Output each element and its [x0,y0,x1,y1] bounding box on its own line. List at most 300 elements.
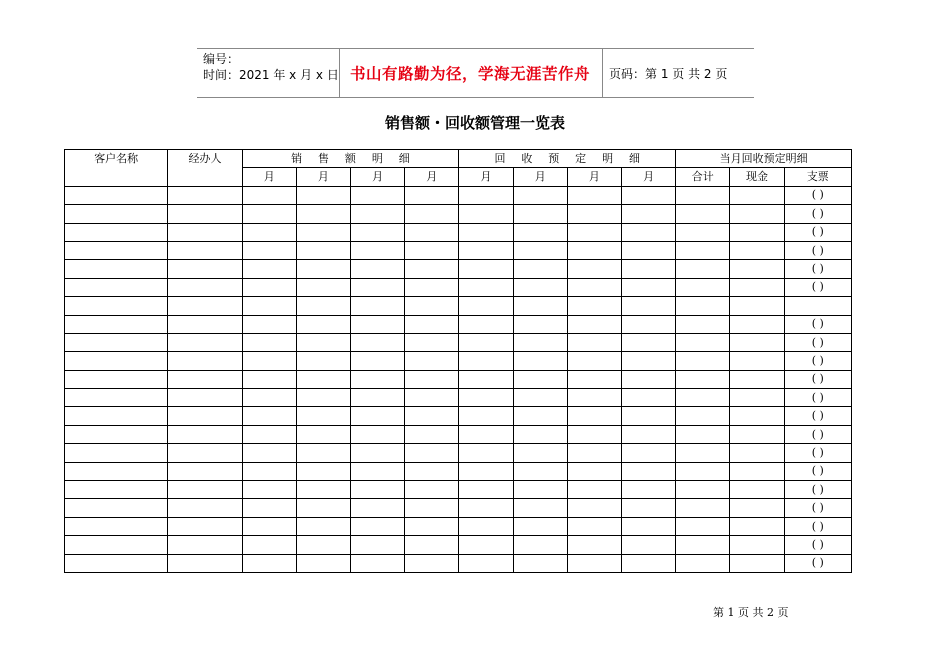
table-cell[interactable] [676,407,730,425]
table-cell[interactable] [405,499,459,517]
table-cell[interactable] [730,517,784,535]
table-cell[interactable] [513,297,567,315]
table-cell[interactable] [459,499,513,517]
table-cell[interactable] [65,297,168,315]
table-cell[interactable] [296,186,350,204]
table-cell[interactable] [168,333,242,351]
table-cell[interactable] [513,444,567,462]
table-cell[interactable] [405,389,459,407]
table-row [65,315,852,333]
table-cell[interactable] [730,205,784,223]
table-cell[interactable] [621,333,675,351]
table-cell[interactable] [242,536,296,554]
check-cell[interactable]: ( ) [784,499,851,517]
table-cell[interactable] [65,370,168,388]
table-cell[interactable] [513,333,567,351]
table-cell[interactable] [65,517,168,535]
sales-month-header: 月 [351,168,405,186]
table-cell[interactable] [296,407,350,425]
table-cell[interactable] [242,205,296,223]
table-cell[interactable] [168,260,242,278]
table-cell[interactable] [168,315,242,333]
table-cell[interactable] [621,260,675,278]
table-cell[interactable] [621,462,675,480]
table-cell[interactable] [459,241,513,259]
table-cell[interactable] [242,499,296,517]
check-cell[interactable]: ( ) [784,425,851,443]
table-cell[interactable] [296,517,350,535]
table-cell[interactable] [405,407,459,425]
table-cell[interactable] [567,499,621,517]
table-cell[interactable] [459,370,513,388]
table-cell[interactable] [351,389,405,407]
table-row [65,554,852,572]
table-cell[interactable] [459,278,513,296]
sales-recovery-table [64,149,852,573]
table-row [65,205,852,223]
page-title: 销售额・回收额管理一览表 [384,114,565,132]
check-cell[interactable]: ( ) [784,444,851,462]
table-cell[interactable] [65,536,168,554]
table-row [65,499,852,517]
table-cell[interactable] [730,223,784,241]
table-cell[interactable] [567,481,621,499]
table-cell[interactable] [405,297,459,315]
table-cell[interactable] [168,444,242,462]
table-cell[interactable] [459,407,513,425]
table-cell[interactable] [351,315,405,333]
table-cell[interactable] [459,444,513,462]
table-cell[interactable] [242,260,296,278]
table-cell[interactable] [405,278,459,296]
table-cell[interactable] [459,554,513,572]
table-cell[interactable] [513,186,567,204]
table-cell[interactable] [459,186,513,204]
table-cell[interactable] [567,278,621,296]
table-cell[interactable] [676,241,730,259]
check-cell[interactable]: ( ) [784,481,851,499]
table-cell[interactable] [459,481,513,499]
table-cell[interactable] [513,223,567,241]
table-cell[interactable] [168,278,242,296]
table-cell[interactable] [621,499,675,517]
table-cell[interactable] [621,241,675,259]
table-cell[interactable] [621,205,675,223]
table-cell[interactable] [730,260,784,278]
table-cell[interactable] [65,333,168,351]
table-row [65,260,852,278]
table-cell[interactable] [513,481,567,499]
table-cell[interactable] [567,425,621,443]
table-cell[interactable] [621,517,675,535]
table-cell[interactable] [242,333,296,351]
table-cell[interactable] [730,241,784,259]
table-cell[interactable] [296,370,350,388]
table-cell[interactable] [351,517,405,535]
table-cell[interactable] [730,278,784,296]
table-cell[interactable] [405,352,459,370]
table-cell[interactable] [405,205,459,223]
table-cell[interactable] [621,554,675,572]
table-row [65,536,852,554]
header-page-number: 页码：第 1 页 共 2 页 [609,66,728,81]
column-header-total: 合计 [676,168,730,186]
table-cell[interactable] [296,205,350,223]
table-cell[interactable] [168,370,242,388]
table-cell[interactable] [168,389,242,407]
table-cell[interactable] [621,536,675,554]
table-cell[interactable] [567,297,621,315]
table-cell[interactable] [168,481,242,499]
table-cell[interactable] [242,223,296,241]
recovery-month-header: 月 [459,168,513,186]
table-cell[interactable] [676,554,730,572]
table-cell[interactable] [242,517,296,535]
table-cell[interactable] [296,389,350,407]
table-cell[interactable] [459,425,513,443]
table-cell[interactable] [730,186,784,204]
table-cell[interactable] [405,444,459,462]
table-row [65,333,852,351]
table-cell[interactable] [513,315,567,333]
check-cell[interactable]: ( ) [784,389,851,407]
table-cell[interactable] [730,554,784,572]
table-cell[interactable] [676,462,730,480]
table-cell[interactable] [351,278,405,296]
table-cell[interactable] [730,499,784,517]
table-cell[interactable] [65,205,168,223]
table-cell[interactable] [242,425,296,443]
table-cell[interactable] [296,241,350,259]
check-cell[interactable]: ( ) [784,223,851,241]
table-cell[interactable] [168,297,242,315]
table-cell[interactable] [621,315,675,333]
table-cell[interactable] [242,407,296,425]
table-cell[interactable] [676,186,730,204]
table-cell[interactable] [65,425,168,443]
table-cell[interactable] [168,352,242,370]
check-cell[interactable]: ( ) [784,462,851,480]
table-cell[interactable] [351,333,405,351]
table-cell[interactable] [621,389,675,407]
table-cell[interactable] [730,315,784,333]
table-cell[interactable] [676,352,730,370]
table-cell[interactable] [513,517,567,535]
table-cell[interactable] [65,315,168,333]
table-cell[interactable] [351,462,405,480]
table-cell[interactable] [296,260,350,278]
table-cell[interactable] [730,444,784,462]
table-cell[interactable] [513,499,567,517]
table-cell[interactable] [567,315,621,333]
table-cell[interactable] [676,315,730,333]
table-cell[interactable] [65,352,168,370]
table-cell[interactable] [621,223,675,241]
check-cell[interactable] [784,297,851,315]
table-cell[interactable] [65,407,168,425]
table-cell[interactable] [459,205,513,223]
table-cell[interactable] [405,425,459,443]
table-cell[interactable] [567,186,621,204]
table-cell[interactable] [567,554,621,572]
check-cell[interactable]: ( ) [784,333,851,351]
table-cell[interactable] [567,223,621,241]
table-cell[interactable] [296,297,350,315]
table-cell[interactable] [168,554,242,572]
table-cell[interactable] [567,444,621,462]
table-cell[interactable] [730,462,784,480]
table-cell[interactable] [296,352,350,370]
table-cell[interactable] [242,389,296,407]
table-cell[interactable] [513,407,567,425]
check-cell[interactable]: ( ) [784,260,851,278]
table-cell[interactable] [351,407,405,425]
table-cell[interactable] [296,278,350,296]
table-cell[interactable] [405,333,459,351]
check-cell[interactable]: ( ) [784,370,851,388]
document-number-label: 编号： [203,52,240,66]
table-cell[interactable] [513,554,567,572]
table-cell[interactable] [621,278,675,296]
table-cell[interactable] [168,425,242,443]
table-cell[interactable] [513,536,567,554]
table-cell[interactable] [405,370,459,388]
table-cell[interactable] [168,241,242,259]
table-cell[interactable] [567,389,621,407]
table-cell[interactable] [567,260,621,278]
table-cell[interactable] [168,499,242,517]
check-cell[interactable]: ( ) [784,554,851,572]
table-cell[interactable] [621,297,675,315]
table-cell[interactable] [621,370,675,388]
table-cell[interactable] [730,481,784,499]
table-cell[interactable] [676,499,730,517]
table-cell[interactable] [621,481,675,499]
table-cell[interactable] [351,499,405,517]
table-cell[interactable] [351,223,405,241]
table-cell[interactable] [730,425,784,443]
table-cell[interactable] [567,241,621,259]
table-cell[interactable] [242,370,296,388]
table-cell[interactable] [567,333,621,351]
document-header [197,48,754,98]
recovery-month-header: 月 [513,168,567,186]
table-cell[interactable] [296,315,350,333]
table-cell[interactable] [65,223,168,241]
table-cell[interactable] [405,462,459,480]
table-cell[interactable] [242,186,296,204]
table-cell[interactable] [168,517,242,535]
table-cell[interactable] [676,223,730,241]
check-cell[interactable]: ( ) [784,278,851,296]
table-cell[interactable] [621,352,675,370]
table-cell[interactable] [621,186,675,204]
table-cell[interactable] [513,389,567,407]
table-cell[interactable] [730,297,784,315]
table-cell[interactable] [351,536,405,554]
table-cell[interactable] [351,444,405,462]
table-cell[interactable] [242,278,296,296]
table-cell[interactable] [296,536,350,554]
table-cell[interactable] [513,205,567,223]
table-cell[interactable] [168,223,242,241]
table-cell[interactable] [405,481,459,499]
table-row [65,462,852,480]
table-cell[interactable] [730,370,784,388]
table-cell[interactable] [459,389,513,407]
table-cell[interactable] [65,499,168,517]
table-cell[interactable] [242,444,296,462]
table-cell[interactable] [168,186,242,204]
header-motto: 书山有路勤为径，学海无涯苦作舟 [349,65,590,83]
check-cell[interactable]: ( ) [784,536,851,554]
table-cell[interactable] [351,352,405,370]
table-cell[interactable] [296,499,350,517]
table-cell[interactable] [405,186,459,204]
table-cell[interactable] [676,444,730,462]
column-header-customer: 客户名称 [65,150,168,187]
table-cell[interactable] [351,241,405,259]
table-cell[interactable] [296,223,350,241]
table-cell[interactable] [242,481,296,499]
table-cell[interactable] [65,186,168,204]
table-cell[interactable] [459,352,513,370]
table-cell[interactable] [676,333,730,351]
table-cell[interactable] [242,315,296,333]
table-cell[interactable] [513,278,567,296]
table-cell[interactable] [513,462,567,480]
table-cell[interactable] [242,462,296,480]
table-cell[interactable] [567,407,621,425]
table-cell[interactable] [351,260,405,278]
table-cell[interactable] [513,425,567,443]
table-cell[interactable] [65,554,168,572]
check-cell[interactable]: ( ) [784,315,851,333]
table-cell[interactable] [676,297,730,315]
table-cell[interactable] [567,517,621,535]
table-cell[interactable] [513,260,567,278]
table-cell[interactable] [567,370,621,388]
table-cell[interactable] [65,444,168,462]
table-cell[interactable] [405,517,459,535]
table-row [65,278,852,296]
table-cell[interactable] [65,462,168,480]
group-header-month-recovery: 当月回收预定明细 [676,150,852,168]
table-cell[interactable] [621,425,675,443]
check-cell[interactable]: ( ) [784,407,851,425]
page-footer: 第 1 页 共 2 页 [713,606,789,619]
table-cell[interactable] [405,554,459,572]
table-cell[interactable] [459,260,513,278]
table-cell[interactable] [296,444,350,462]
table-cell[interactable] [168,462,242,480]
table-cell[interactable] [676,370,730,388]
table-cell[interactable] [405,223,459,241]
table-cell[interactable] [242,297,296,315]
table-cell[interactable] [621,444,675,462]
table-cell[interactable] [621,407,675,425]
table-cell[interactable] [351,554,405,572]
check-cell[interactable]: ( ) [784,352,851,370]
table-cell[interactable] [351,186,405,204]
table-cell[interactable] [296,554,350,572]
check-cell[interactable]: ( ) [784,186,851,204]
table-cell[interactable] [242,554,296,572]
table-cell[interactable] [405,315,459,333]
table-cell[interactable] [730,389,784,407]
table-cell[interactable] [567,205,621,223]
table-cell[interactable] [405,241,459,259]
table-cell[interactable] [65,278,168,296]
table-cell[interactable] [513,370,567,388]
sales-month-header: 月 [296,168,350,186]
table-cell[interactable] [730,407,784,425]
recovery-month-header: 月 [567,168,621,186]
table-cell[interactable] [513,241,567,259]
table-cell[interactable] [676,389,730,407]
table-cell[interactable] [459,223,513,241]
table-cell[interactable] [730,352,784,370]
table-cell[interactable] [405,260,459,278]
table-cell[interactable] [676,481,730,499]
check-cell[interactable]: ( ) [784,517,851,535]
table-cell[interactable] [296,462,350,480]
table-cell[interactable] [242,352,296,370]
table-cell[interactable] [168,205,242,223]
table-cell[interactable] [567,352,621,370]
table-cell[interactable] [351,425,405,443]
table-cell[interactable] [459,536,513,554]
table-cell[interactable] [676,536,730,554]
check-cell[interactable]: ( ) [784,205,851,223]
table-cell[interactable] [405,536,459,554]
table-cell[interactable] [65,389,168,407]
table-cell[interactable] [65,241,168,259]
table-cell[interactable] [168,536,242,554]
table-cell[interactable] [459,297,513,315]
table-cell[interactable] [730,333,784,351]
table-cell[interactable] [65,481,168,499]
check-cell[interactable]: ( ) [784,241,851,259]
table-cell[interactable] [459,315,513,333]
table-cell[interactable] [730,536,784,554]
table-cell[interactable] [351,370,405,388]
table-cell[interactable] [567,462,621,480]
table-cell[interactable] [676,517,730,535]
table-cell[interactable] [351,481,405,499]
table-cell[interactable] [567,536,621,554]
table-cell[interactable] [168,407,242,425]
header-divider [602,49,603,97]
table-cell[interactable] [296,481,350,499]
table-cell[interactable] [459,462,513,480]
table-cell[interactable] [459,333,513,351]
table-cell[interactable] [676,205,730,223]
table-cell[interactable] [296,425,350,443]
table-cell[interactable] [676,425,730,443]
table-cell[interactable] [351,297,405,315]
table-cell[interactable] [676,260,730,278]
table-cell[interactable] [351,205,405,223]
table-cell[interactable] [513,352,567,370]
table-cell[interactable] [242,241,296,259]
column-header-handler: 经办人 [168,150,242,187]
table-cell[interactable] [65,260,168,278]
table-cell[interactable] [676,278,730,296]
table-cell[interactable] [459,517,513,535]
column-header-check: 支票 [784,168,851,186]
table-cell[interactable] [296,333,350,351]
